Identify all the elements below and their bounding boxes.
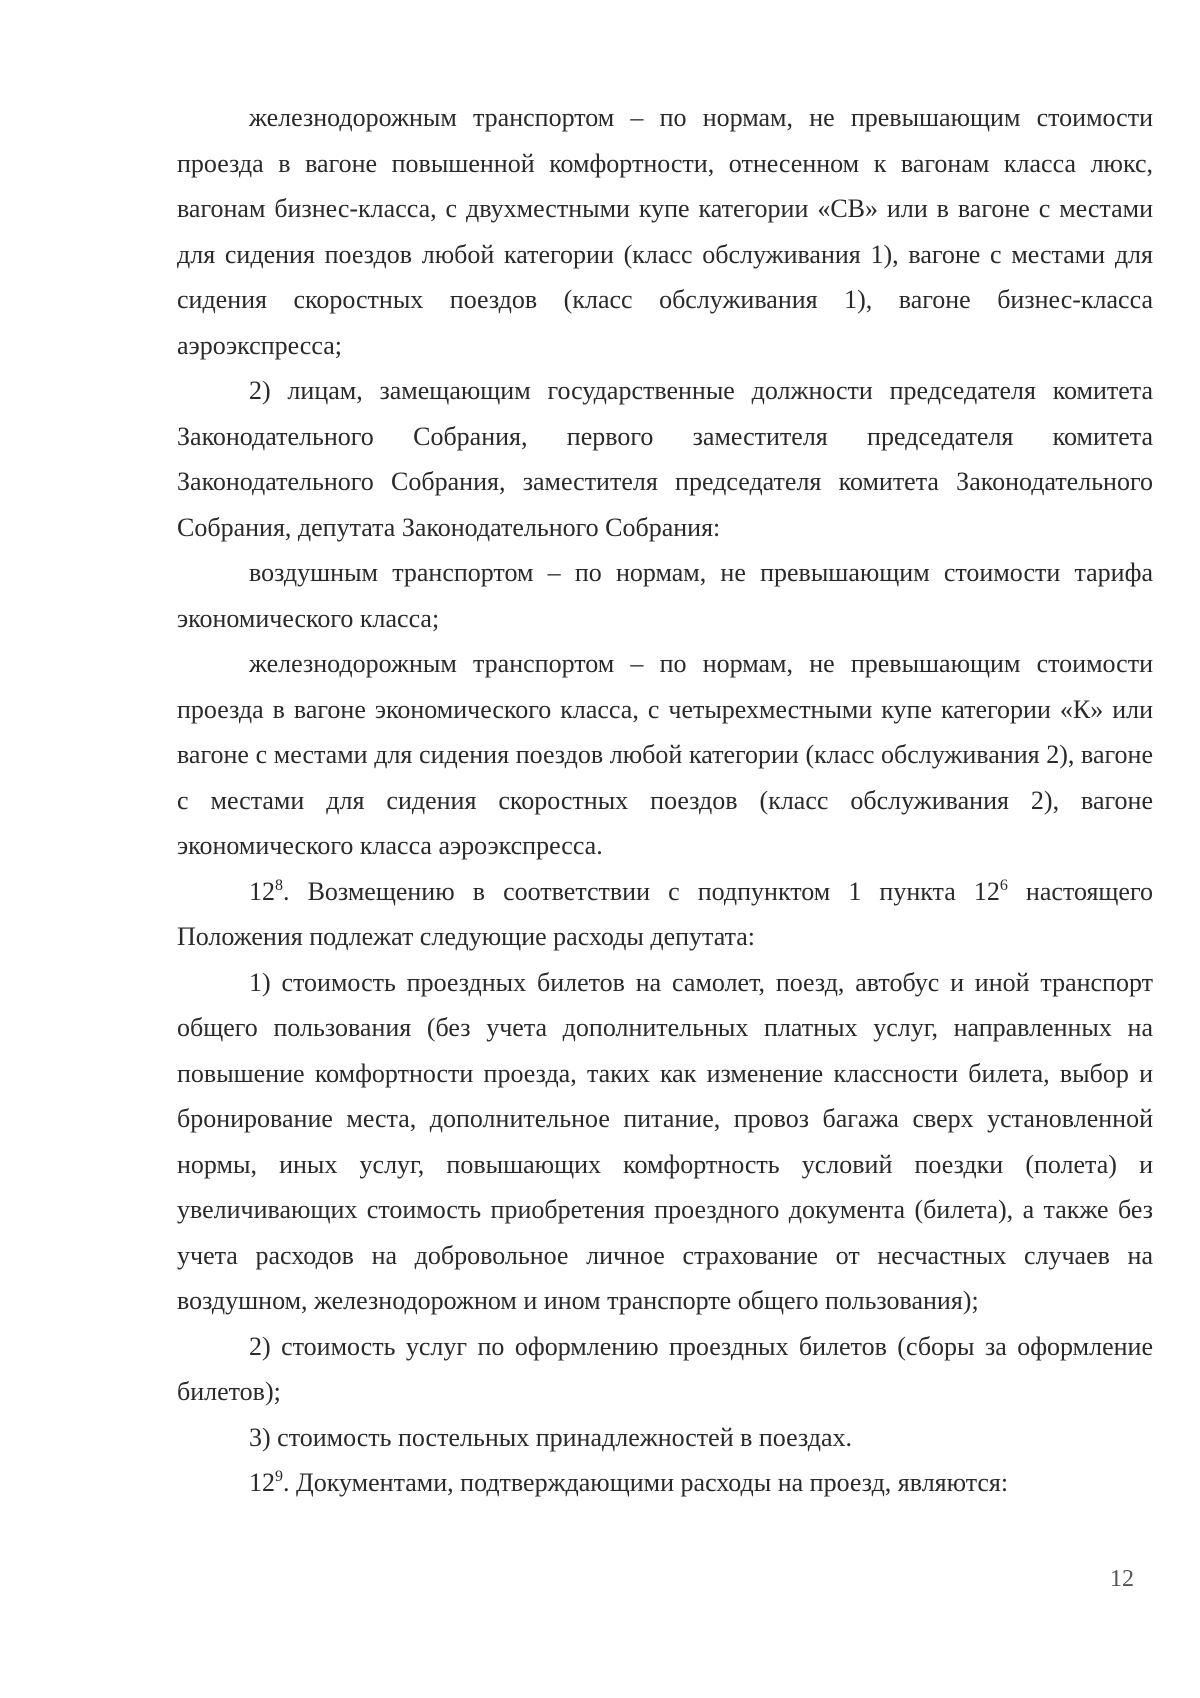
paragraph-railway-luxury: железнодорожным транспортом – по нормам, не превышающим стоимости проезда в вагоне повышенной комфортности, отнесенном к вагонам класса люкс, вагонам бизнес-класса, с двухместными купе категории «СВ» или в вагоне с местами для сидения поездов любой категории (класс обслуживания 1), вагоне с местами для сидения скоростных поездов (класс обслуживания 1), вагоне бизнес-класса аэроэкспресса;: [177, 103, 1153, 360]
clause-number-superscript: 9: [275, 1468, 283, 1485]
clause-text-part-a: . Возмещению в соответствии с подпунктом 1 пункта 12: [283, 876, 1000, 906]
clause-text: . Документами, подтверждающими расходы на проезд, являются:: [283, 1468, 1009, 1497]
paragraph-expense-item-1: 1) стоимость проездных билетов на самолет, поезд, автобус и иной транспорт общего пользования (без учета дополнительных платных услуг, направленных на повышение комфортности проезда, таких как изменение классности билета, выбор и бронирование места, дополнительное питание, провоз багажа сверх установленной нормы, иных услуг, повышающих комфортность условий поездки (полета) и увеличивающих стоимость приобретения проездного документа (билета), а также без учета расходов на добровольное личное страхование от несчастных случаев на воздушном, железнодорожном и ином транспорте общего пользования);: [177, 967, 1153, 1315]
page-number: 12: [1110, 1566, 1134, 1592]
paragraph-railway-economy: железнодорожным транспортом – по нормам, не превышающим стоимости проезда в вагоне экономического класса, с четырехместными купе категории «К» или вагоне с местами для сидения поездов любой категории (класс обслуживания 2), вагоне с местами для сидения скоростных поездов (класс обслуживания 2), вагоне экономического класса аэроэкспресса.: [177, 649, 1153, 860]
clause-number-superscript: 8: [275, 876, 283, 894]
paragraph-item-2-officials: 2) лицам, замещающим государственные должности председателя комитета Законодательного Собрания, первого заместителя председателя комитета Законодательного Собрания, заместителя председателя комитета Законодательного Собрания, депутата Законодательного Собрания:: [177, 376, 1153, 542]
paragraph-expense-item-2: 2) стоимость услуг по оформлению проездных билетов (сборы за оформление билетов);: [177, 1331, 1153, 1406]
clause-text-part-b: настоящего Положения подлежат следующие расходы депутата:: [177, 876, 1153, 951]
reference-superscript: 6: [999, 876, 1008, 894]
paragraph-clause-12-8: [177, 869, 1153, 960]
clause-number-base: 12: [249, 876, 275, 906]
paragraph-clause-12-9: [177, 1460, 1153, 1506]
paragraph-expense-item-3: 3) стоимость постельных принадлежностей в поездах.: [249, 1422, 853, 1452]
paragraph-air-transport: воздушным транспортом – по нормам, не превышающим стоимости тарифа экономического класса;: [177, 558, 1153, 633]
document-body: [177, 95, 1153, 1506]
clause-number-base: 12: [249, 1468, 275, 1497]
